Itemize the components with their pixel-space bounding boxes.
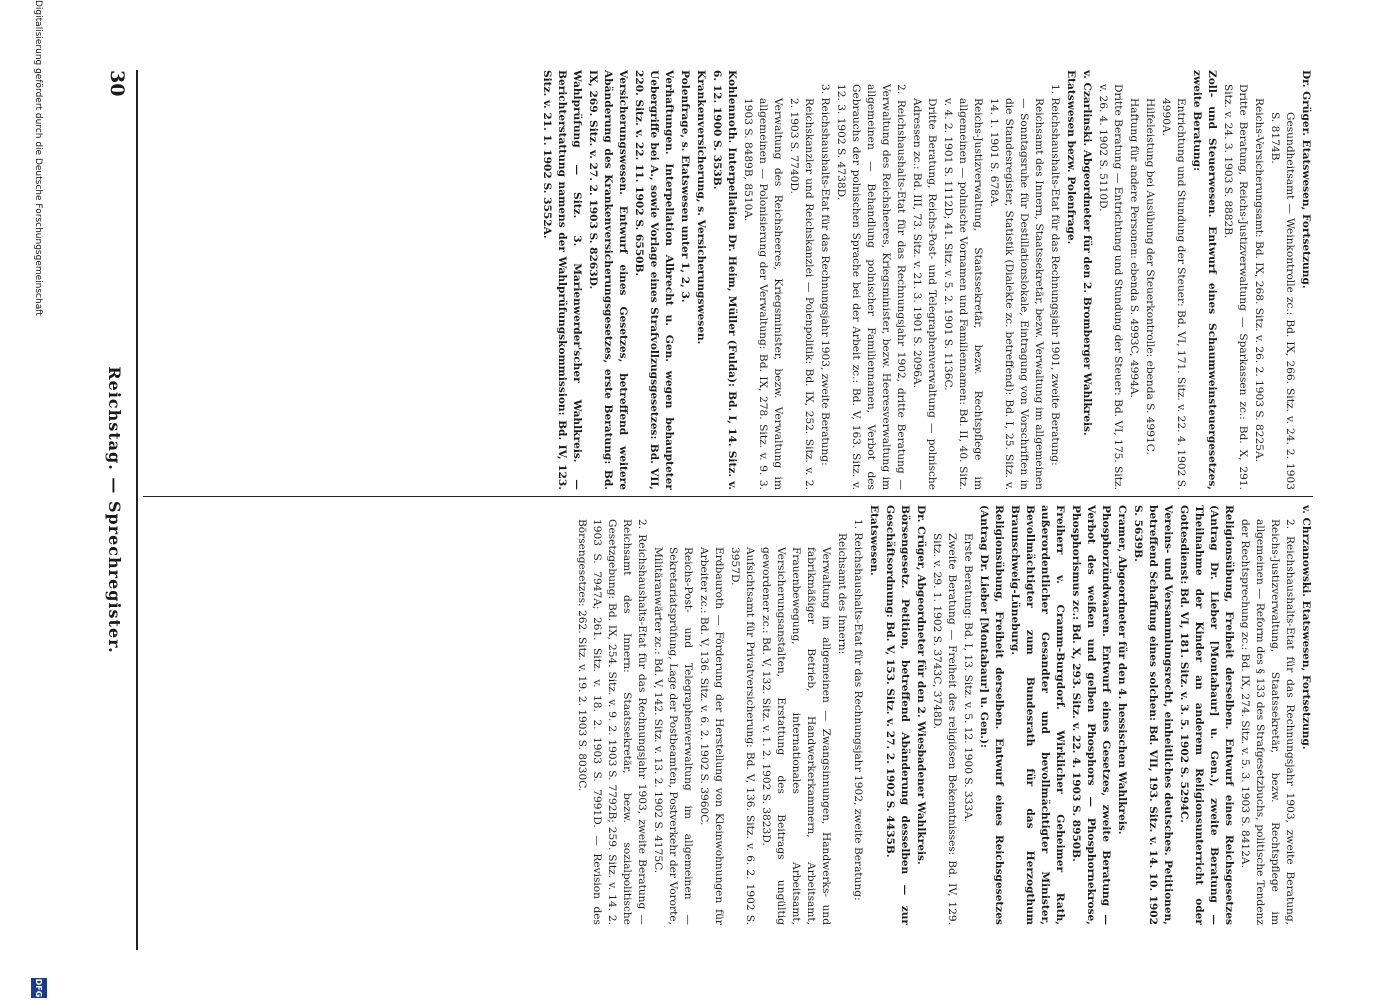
register-entry: Etatswesen bezw. Polenfrage. <box>1065 70 1077 245</box>
register-entry: Dr. Grüger. Etatswesen, Fortsetzung. <box>1300 70 1312 289</box>
register-entry: 2. Reichshaushalts-Etat für das Rechnungsjahr 1903, zweite Beratung — Reichsamt des Innern: Staatssekretär, bezw. sozialpolitische Gesetzgebung: Bd. IX, 254. Sitz. v. 9. 2. 1903 S. 7792B; 259. Sitz. v. 14. 2. 1903 S. 7947A; 261. Sitz. v. 18. 2. 1903 S. 7991D. — Revision des Börsengesetzes: 262. Sitz. v. 19. 2. 1903 S. 8030C. <box>576 519 648 925</box>
right-text-column <box>148 505 1313 925</box>
register-entry: Reichsamt des Innern: <box>836 533 848 655</box>
register-entry: Börsengesetz. Petition, betreffend Abänderung desselben — zur Geschäftsordnung: Bd. V, 153. Sitz. v. 27. 2. 1902 S. 4435B. <box>884 505 911 925</box>
register-entry: Dritte Beratung — Entrichtung und Stundung der Steuer: Bd. VI, 175. Sitz. v. 26. 4. 1902 S. 5110D. <box>1097 84 1124 490</box>
register-entry: Verwaltung des Reichsheeres, Kriegsminister, bezw. Verwaltung im allgemeinen — Polonisierung der Verwaltung: Bd. IX, 278. Sitz. v. 9. 3. 1903 S. 8489B, 8510A. <box>742 98 784 490</box>
register-entry: Phosphorzündwaaren. Entwurf eines Gesetzes, zweite Beratung — Verbot des weißen und gelben Phosphors — Phosphornekrose, Phosphorismus zc.: Bd. X, 293. Sitz. v. 22. 4. 1903 S. 8950B. <box>1070 505 1112 925</box>
register-entry: Verhaftungen. Interpellation Albrecht u. Gen. wegen behaupteter Uebergriffe bei A., sowie Vorlage eines Strafvollzugsgesetzes: Bd. VII, 220. Sitz. v. 22. 11. 1902 S. 6550B. <box>633 70 675 490</box>
register-entry: 1. Reichshaushalts-Etat für das Rechnungsjahr 1902, zweite Beratung: <box>852 519 864 901</box>
register-entry: Hilfeleistung bei Ausübung der Steuerkontrolle: ebenda S. 4991C. <box>1144 98 1156 455</box>
register-entry: Reichskanzler und Reichskanzlei — Polenpolitik: Bd. IX, 252. Sitz. v. 2. 2. 1903 S. 7740D. <box>788 98 815 490</box>
register-entry: Erdbauroth — Förderung der Herstellung von Kleinwohnungen für Arbeiter zc.: Bd. V, 136. Sitz. v. 6. 2. 1902 S. 3960C. <box>698 547 725 925</box>
register-entry: Freiherr v. Cramm-Burgdorf. Wirklicher Geheimer Rath, außerordentlicher Gesandter und bevollmächtigter Minister, Bevollmächtigter zum Bundesrath für das Herzogthum Braunschweig-Lüneburg. <box>1009 505 1066 925</box>
page-header <box>94 70 128 950</box>
register-entry: Dr. Crüger, Abgeordneter für den 2. Wiesbadener Wahlkreis. <box>915 505 927 865</box>
register-entry: Kohlennoth. Interpellation Dr. Heim, Müller (Fulda): Bd. I, 14. Sitz. v. 6. 12. 1900 S. 353B. <box>711 70 738 490</box>
register-entry: Polenfrage, s. Etatswesen unter 1, 2, 3. <box>679 70 691 303</box>
register-entry: Erste Beratung: Bd. I, 13. Sitz. v. 5. 12. 1900 S. 333A. <box>962 533 974 823</box>
register-entry: Entrichtung und Stundung der Steuer: Bd. VI, 171. Sitz. v. 22. 4. 1902 S. 4990A. <box>1160 98 1187 490</box>
header-rule <box>136 70 138 950</box>
register-entry: v. Czarlinski. Abgeordneter für den 2. Bromberger Wahlkreis. <box>1081 70 1093 436</box>
running-title: Reichstag. — Sprechregister. <box>105 366 124 654</box>
digitization-credit: Digitalisierung gefördert durch die Deutsche Forschungsgemeinschaft <box>33 0 43 316</box>
page-number: 30 <box>106 70 128 97</box>
register-entry: Verwaltung im allgemeinen — Zwangsinnungen, Handwerks- und fabrikmäßiger Betrieb, Handwerkerkammern, Arbeitsamt, Frauenbewegung, internationales Arbeitsamt, Versicherungsanstalten, Erstattung des Beitrags ungültig gewordener zc.: Bd. V, 132. Sitz. v. 1. 2. 1902 S. 3823D. <box>760 547 832 925</box>
register-entry: Religionsübung, Freiheit derselben. Entwurf eines Reichsgesetzes (Antrag Dr. Lieber [Montabaur] u. Gen.), zweite Beratung — Theilnahme der Kinder an anderem Religionsunterricht oder Gottesdienst: Bd. VI, 181. Sitz. v. 3. 5. 1902 S. 5294C. <box>1178 505 1235 925</box>
register-entry: Versicherungswesen. Entwurf eines Gesetzes, betreffend weitere Abänderung des Krankenversicherungsgesetzes, erste Beratung: Bd. IX, 269. Sitz. v. 27. 2. 1903 S. 8263D. <box>587 70 629 490</box>
register-entry: 1. Reichshaushalts-Etat für das Rechnungsjahr 1901, zweite Beratung: <box>1049 84 1061 466</box>
register-entry: Vereins- und Versammlungsrecht, einheitliches deutsches. Petitionen, betreffend Schaffung eines solchen: Bd. VII, 193. Sitz. v. 14. 10. 1902 S. 5639B. <box>1132 505 1174 925</box>
register-entry: Dritte Beratung, Reichs-Post- und Telegraphenverwaltung — polnische Adressen zc.: Bd. III, 73. Sitz. v. 21. 3. 1901 S. 2096A. <box>911 98 938 490</box>
register-entry: Reichs-Post- und Telegraphenverwaltung im allgemeinen — Sekretariatsprüfung, Lage der Postbeamten, Postverkehr der Vororte, Militäranwärter zc.: Bd. V, 142. Sitz. v. 13. 2. 1902 S. 4175C. <box>652 547 694 925</box>
column-divider <box>143 496 1313 497</box>
register-entry: Aufsichtsamt für Privatversicherung: Bd. V, 136. Sitz. v. 6. 2. 1902 S. 3957D. <box>729 547 756 925</box>
register-entry: Gesundheitsamt — Weinkontrolle zc.: Bd. IX, 266. Sitz. v. 24. 2. 1903 S. 8174B. <box>1269 112 1296 490</box>
register-entry: v. Chrzanowski. Etatswesen, Fortsetzung. <box>1300 505 1312 750</box>
register-entry: 3. Reichshaushalts-Etat für das Rechnungsjahr 1903, zweite Beratung: <box>819 84 831 466</box>
register-entry: Haftung für andere Personen: ebenda S. 4993C, 4994A. <box>1128 98 1140 398</box>
page-footer <box>23 0 53 1000</box>
register-entry: 2. Reichshaushalts-Etat für das Rechnungsjahr 1903, zweite Beratung, Reichs-Justizverwaltung, Staatssekretär, bezw. Rechtspflege im allgemeinen — Reform des § 133 des Strafgesetzbuchs, politische Tendenz der Rechtsprechung zc.: Bd. IX, 274. Sitz. v. 5. 3. 1903 S. 8412A. <box>1239 519 1296 925</box>
register-entry: Religionsübung, Freiheit derselben. Entwurf eines Reichsgesetzes (Antrag Dr. Lieber [Montabaur] u. Gen.): <box>978 505 1005 925</box>
dfg-logo: DFG <box>31 978 47 998</box>
left-text-column <box>148 70 1313 490</box>
register-entry: Dritte Beratung, Reichs-Justizverwaltung — Sparkassen zc.: Bd. X, 291. Sitz. v. 24. 3. 1903 S. 8882B. <box>1222 84 1249 490</box>
register-entry: Reichs-Justizverwaltung, Staatssekretär, bezw. Rechtspflege im allgemeinen — polnische Vornamen und Familiennamen: Bd. II, 40. Sitz. v. 4. 2. 1901 S. 1112D; 41. Sitz. v. 5. 2. 1901 S. 1136C. <box>942 98 984 490</box>
register-entry: 2. Reichshaushalts-Etat für das Rechnungsjahr 1902, dritte Beratung — Verwaltung des Reichsheeres, Kriegsminister, bezw. Heeresverwaltung im allgemeinen — Behandlung polnischer Familiennamen, Verbot des Gebrauchs der polnischen Sprache bei der Arbeit zc.: Bd. V, 163. Sitz. v. 12. 3. 1902 S. 4738D. <box>835 84 907 490</box>
register-entry: Zoll- und Steuerwesen. Entwurf eines Schaumweinsteuergesetzes, zweite Beratung: <box>1191 70 1218 490</box>
register-entry: Wahlprüfung — Sitz. 3. Marienwerder'scher Wahlkreis. — Berichterstattung namens der Wahlprüfungskommission: Bd. IV, 123. Sitz. v. 21. 1. 1902 S. 3552A. <box>541 70 583 490</box>
register-entry: Krankenversicherung, s. Versicherungswesen. <box>695 70 707 345</box>
register-entry: Etatswesen. <box>868 505 880 576</box>
register-entry: Reichs-Versicherungsamt: Bd. IX, 268. Sitz. v. 26. 2. 1903 S. 8225A. <box>1253 98 1265 462</box>
register-entry: Zweite Beratung — Freiheit des religiösen Bekenntnisses: Bd. IV, 129. Sitz. v. 29. 1. 1902 S. 3743C, 3748D. <box>931 533 958 925</box>
register-entry: Cramer, Abgeordneter für den 4. hessischen Wahlkreis. <box>1116 505 1128 835</box>
register-entry: Reichsamt des Innern, Staatssekretär, bezw. Verwaltung im allgemeinen — Sonntagsruhe für Destillationslokale, Eintragung von Vorschriften in die Standesregister, Statistik (Dialekte zc. betreffend): Bd. I, 25. Sitz. v. 14. 1. 1901 S. 678A. <box>988 98 1045 490</box>
